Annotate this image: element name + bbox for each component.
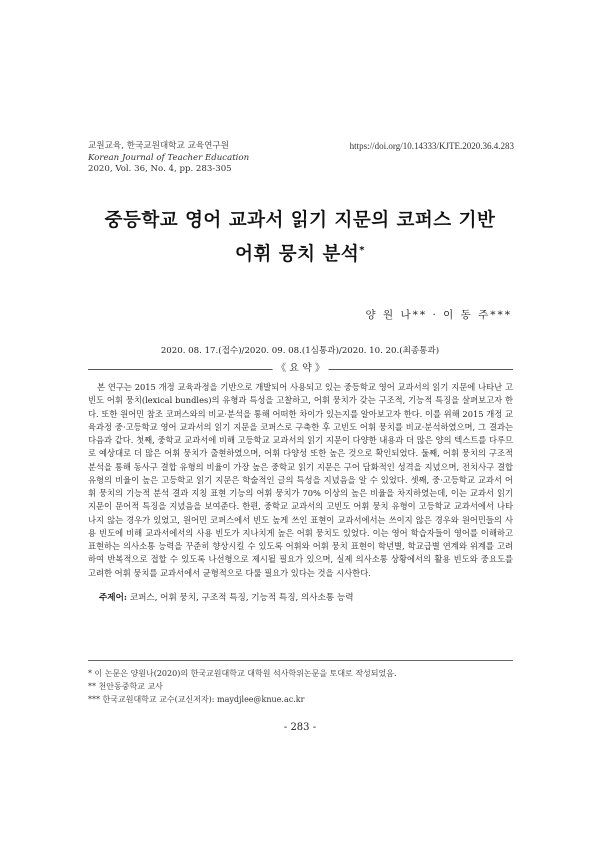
journal-header xyxy=(88,141,249,176)
journal-name-en: Korean Journal of Teacher Education xyxy=(88,152,250,163)
abstract-label: 《 요 약 》 xyxy=(272,362,329,376)
volume-line: 2020, Vol. 36, No. 4, pp. 283-305 xyxy=(88,164,232,174)
review-dates: 2020. 08. 17.(접수)/2020. 09. 08.(1심통과)/2020. 10. 20.(최종통과) xyxy=(160,346,440,356)
abstract-body xyxy=(88,381,513,580)
footnotes xyxy=(88,660,513,706)
title-line-1: 중등학교 영어 교과서 읽기 지문의 코퍼스 기반 xyxy=(104,210,496,231)
doi-link[interactable]: https://doi.org/10.14333/KJTE.2020.36.4.283 xyxy=(349,141,514,151)
page-number: - 283 - xyxy=(283,722,317,733)
keywords-text: 코퍼스, 어휘 뭉치, 구조적 특징, 기능적 특징, 의사소통 능력 xyxy=(129,593,354,603)
footnote-2: ** 천안동중학교 교사 xyxy=(88,682,163,691)
title-footnote-marker[interactable]: * xyxy=(359,245,365,256)
publisher-line: 교원교육, 한국교원대학교 교육연구원 xyxy=(88,141,230,151)
footnote-3: *** 한국교원대학교 교수(교신저자): maydjlee@knue.ac.kr xyxy=(88,695,305,704)
keywords-line xyxy=(99,591,354,603)
title-line-2 xyxy=(60,236,540,270)
abstract-text: 본 연구는 2015 개정 교육과정을 기반으로 개발되어 사용되고 있는 중등학교 영어 교과서의 읽기 지문에 나타난 고빈도 어휘 뭉치(lexical bundles)의 유형과 특성을 고찰하고, 어휘 뭉치가 갖는 구조적, 기능적 특징을 살펴보고자 한다. 또한 원어민 참조 코퍼스와의 비교·분석을 통해 어떠한 차이가 있는지를 알아보고자 한다. 이를 위해 2015 개정 교육과정 중·고등학교 영어 교과서의 읽기 지문을 코퍼스로 구축한 후 고빈도 어휘 뭉치를 비교·분석하였으며, 그 결과는 다음과 같다. 첫째, 중학교 교과서에 비해 고등학교 교과서의 읽기 지문이 다양한 내용과 더 많은 양의 텍스트를 다루므로 예상대로 더 많은 어휘 뭉치가 출현하였으며, 어휘 다양성 또한 높은 것으로 확인되었다. 둘째, 어휘 뭉치의 구조적 분석을 통해 동사구 결합 유형의 비율이 가장 높은 중학교 읽기 지문은 구어 담화적인 성격을 지녔으며, 전치사구 결합 유형의 비율이 높은 고등학교 읽기 지문은 학술적인 글의 특성을 지녔음을 알 수 있었다. 셋째, 중·고등학교 교과서 어휘 뭉치의 기능적 분석 결과 지칭 표현 기능의 어휘 뭉치가 70% 이상의 높은 비율을 차지하였는데, 이는 교과서 읽기 지문이 문어적 특징을 지녔음을 보여준다. 한편, 중학교 교과서의 고빈도 어휘 뭉치 유형이 고등학교 교과서에서 나타나지 않는 경우가 있었고, 원어민 코퍼스에서 빈도 높게 쓰인 표현이 교과서에서는 쓰이지 않은 경우와 원어민들의 사용 빈도에 비해 교과서에서의 사용 빈도가 지나치게 높은 어휘 뭉치도 있었다. 이는 영어 학습자들이 영어를 이해하고 표현하는 의사소통 능력을 꾸준히 향상시킬 수 있도록 어휘와 어휘 뭉치 표현이 학년별, 학교급별 연계와 위계를 고려하여 반복적으로 접할 수 있도록 나선형으로 제시될 필요가 있으며, 실제 의사소통 상황에서의 활용 빈도와 중요도를 고려한 어휘 뭉치를 교과서에서 균형적으로 다룰 필요가 있다는 것을 시사한다. xyxy=(88,382,513,578)
abstract-heading xyxy=(88,362,513,376)
title-line-2-text: 어휘 뭉치 분석 xyxy=(235,244,360,266)
paper-title xyxy=(60,206,540,270)
author-list: 양 원 나** · 이 동 주*** xyxy=(365,309,512,321)
footnote-1: * 이 논문은 양원나(2020)의 한국교원대학교 대학원 석사학위논문을 토대로 작성되었음. xyxy=(88,669,397,678)
keywords-label: 주제어: xyxy=(99,593,128,603)
